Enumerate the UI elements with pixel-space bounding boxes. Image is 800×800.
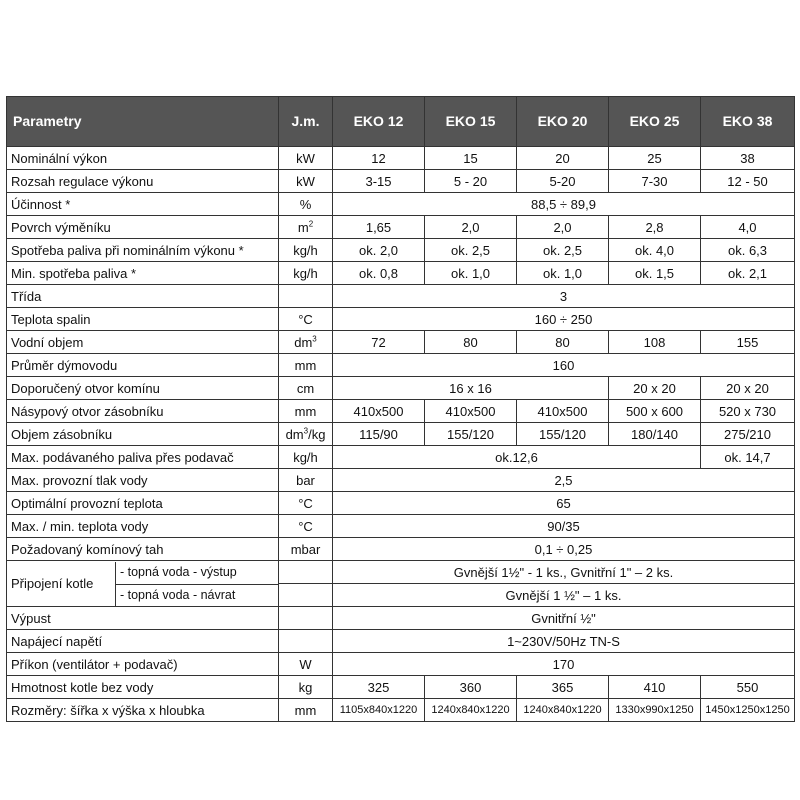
cell-value: 20 x 20 xyxy=(609,377,701,400)
table-row xyxy=(7,239,795,262)
cell-value-span: 0,1 ÷ 0,25 xyxy=(333,538,795,561)
unit-sup: 3 xyxy=(312,334,317,344)
cell-value-span: 160 ÷ 250 xyxy=(333,308,795,331)
row-name: Násypový otvor zásobníku xyxy=(7,400,279,423)
cell-value-span: 65 xyxy=(333,492,795,515)
unit-base: m xyxy=(297,219,309,235)
table-row xyxy=(7,193,795,216)
row-unit: mm xyxy=(279,354,333,377)
row-name: Vodní objem xyxy=(7,331,279,354)
row-name: Hmotnost kotle bez vody xyxy=(7,676,279,699)
row-name: Max. provozní tlak vody xyxy=(7,469,279,492)
cell-value: ok. 0,8 xyxy=(333,262,425,285)
row-name: Rozměry: šířka x výška x hloubka xyxy=(7,699,279,722)
row-name: Požadovaný komínový tah xyxy=(7,538,279,561)
cell-value: 80 xyxy=(517,331,609,354)
unit-base: dm xyxy=(294,334,313,350)
cell-value: 4,0 xyxy=(701,216,795,239)
row-name: Objem zásobníku xyxy=(7,423,279,446)
table-row xyxy=(7,308,795,331)
table-row xyxy=(7,262,795,285)
cell-value: 25 xyxy=(609,147,701,170)
table-row xyxy=(7,492,795,515)
row-name: Připojení kotle xyxy=(7,562,116,606)
row-unit: kg/h xyxy=(279,446,333,469)
cell-value: 72 xyxy=(333,331,425,354)
table-row xyxy=(7,216,795,239)
row-name: Teplota spalin xyxy=(7,308,279,331)
cell-value: 410x500 xyxy=(333,400,425,423)
unit-sup: 2 xyxy=(308,219,314,229)
header-model-4: EKO 25 xyxy=(609,97,701,147)
cell-value-span: Gvnější 1 ½" – 1 ks. xyxy=(333,584,795,607)
cell-value: 520 x 730 xyxy=(701,400,795,423)
cell-value: 2,0 xyxy=(425,216,517,239)
row-unit: mbar xyxy=(279,538,333,561)
cell-value-span: 1~230V/50Hz TN-S xyxy=(333,630,795,653)
cell-value: 1105x840x1220 xyxy=(333,699,425,722)
cell-value: 20 xyxy=(517,147,609,170)
cell-value-span: 170 xyxy=(333,653,795,676)
cell-value-span: 3 xyxy=(333,285,795,308)
row-unit: bar xyxy=(279,469,333,492)
cell-value: 275/210 xyxy=(701,423,795,446)
cell-value: 5-20 xyxy=(517,170,609,193)
cell-value: ok. 6,3 xyxy=(701,239,795,262)
table-row xyxy=(7,170,795,193)
row-unit: kW xyxy=(279,170,333,193)
cell-value-span: Gvnější 1½" - 1 ks., Gvnitřní 1" – 2 ks. xyxy=(333,561,795,584)
row-unit xyxy=(279,630,333,653)
cell-value: 2,0 xyxy=(517,216,609,239)
table-row xyxy=(7,469,795,492)
table-row xyxy=(7,377,795,400)
row-name: Nominální výkon xyxy=(7,147,279,170)
row-name: Výpust xyxy=(7,607,279,630)
cell-value: 155/120 xyxy=(517,423,609,446)
row-name: Příkon (ventilátor + podavač) xyxy=(7,653,279,676)
cell-value: ok. 1,0 xyxy=(517,262,609,285)
cell-value: 410 xyxy=(609,676,701,699)
cell-value: 410x500 xyxy=(517,400,609,423)
table-row xyxy=(7,400,795,423)
cell-value: 12 - 50 xyxy=(701,170,795,193)
cell-value: 3-15 xyxy=(333,170,425,193)
cell-value: 365 xyxy=(517,676,609,699)
header-unit: J.m. xyxy=(279,97,333,147)
row-unit: °C xyxy=(279,515,333,538)
cell-value: 360 xyxy=(425,676,517,699)
cell-value: 180/140 xyxy=(609,423,701,446)
cell-value: 20 x 20 xyxy=(701,377,795,400)
cell-value: ok. 2,5 xyxy=(425,239,517,262)
row-unit: W xyxy=(279,653,333,676)
connection-cell xyxy=(7,561,279,607)
cell-value: ok. 2,1 xyxy=(701,262,795,285)
cell-value: 1240x840x1220 xyxy=(517,699,609,722)
row-unit: kg xyxy=(279,676,333,699)
cell-value: 1,65 xyxy=(333,216,425,239)
sub-row-name: - topná voda - výstup xyxy=(116,562,278,585)
row-unit xyxy=(279,423,333,446)
row-unit: kg/h xyxy=(279,262,333,285)
unit-base: dm xyxy=(285,426,304,442)
table-row xyxy=(7,699,795,722)
header-model-1: EKO 12 xyxy=(333,97,425,147)
header-model-5: EKO 38 xyxy=(701,97,795,147)
cell-value-span: 90/35 xyxy=(333,515,795,538)
table-row xyxy=(7,630,795,653)
cell-value: 80 xyxy=(425,331,517,354)
header-model-3: EKO 20 xyxy=(517,97,609,147)
table-row xyxy=(7,423,795,446)
table-row xyxy=(7,285,795,308)
row-unit xyxy=(279,216,333,239)
row-name: Účinnost * xyxy=(7,193,279,216)
cell-value: 12 xyxy=(333,147,425,170)
table-row xyxy=(7,446,795,469)
cell-value: 1450x1250x1250 xyxy=(701,699,795,722)
cell-value: 155 xyxy=(701,331,795,354)
row-name: Třída xyxy=(7,285,279,308)
cell-value: ok. 14,7 xyxy=(701,446,795,469)
row-unit xyxy=(279,285,333,308)
row-unit: cm xyxy=(279,377,333,400)
cell-value: 115/90 xyxy=(333,423,425,446)
row-unit xyxy=(279,607,333,630)
row-unit: °C xyxy=(279,308,333,331)
cell-value: ok. 2,5 xyxy=(517,239,609,262)
table-row xyxy=(7,515,795,538)
cell-value: 108 xyxy=(609,331,701,354)
cell-value: 325 xyxy=(333,676,425,699)
cell-value: 155/120 xyxy=(425,423,517,446)
cell-value: 2,8 xyxy=(609,216,701,239)
table-row xyxy=(7,538,795,561)
table-row xyxy=(7,331,795,354)
row-unit xyxy=(279,561,333,584)
cell-value: 7-30 xyxy=(609,170,701,193)
table-row xyxy=(7,653,795,676)
cell-value: 1330x990x1250 xyxy=(609,699,701,722)
row-name: Rozsah regulace výkonu xyxy=(7,170,279,193)
cell-value: 550 xyxy=(701,676,795,699)
cell-value: 38 xyxy=(701,147,795,170)
row-name: Povrch výměníku xyxy=(7,216,279,239)
cell-value: ok. 1,0 xyxy=(425,262,517,285)
cell-value: ok. 4,0 xyxy=(609,239,701,262)
cell-value: 1240x840x1220 xyxy=(425,699,517,722)
cell-value-span: ok.12,6 xyxy=(333,446,701,469)
row-unit: kg/h xyxy=(279,239,333,262)
cell-value: 410x500 xyxy=(425,400,517,423)
row-unit: °C xyxy=(279,492,333,515)
header-row xyxy=(7,97,795,147)
cell-value-span: Gvnitřní ½" xyxy=(333,607,795,630)
cell-value-span: 160 xyxy=(333,354,795,377)
cell-value: 15 xyxy=(425,147,517,170)
parameters-table xyxy=(6,96,795,722)
cell-value: ok. 2,0 xyxy=(333,239,425,262)
cell-value: 5 - 20 xyxy=(425,170,517,193)
unit-tail: /kg xyxy=(308,426,326,442)
row-unit: kW xyxy=(279,147,333,170)
row-name: Napájecí napětí xyxy=(7,630,279,653)
sub-row-name: - topná voda - návrat xyxy=(120,587,236,602)
row-name: Optimální provozní teplota xyxy=(7,492,279,515)
cell-value: ok. 1,5 xyxy=(609,262,701,285)
row-unit: mm xyxy=(279,400,333,423)
cell-value-span: 16 x 16 xyxy=(333,377,609,400)
header-param: Parametry xyxy=(7,97,279,147)
row-name: Spotřeba paliva při nominálním výkonu * xyxy=(7,239,279,262)
unit-sup: 3 xyxy=(303,426,309,436)
cell-value: 500 x 600 xyxy=(609,400,701,423)
row-unit xyxy=(279,584,333,607)
row-name: Doporučený otvor komínu xyxy=(7,377,279,400)
table-row xyxy=(7,676,795,699)
table-row xyxy=(7,147,795,170)
row-name: Průměr dýmovodu xyxy=(7,354,279,377)
row-name: Max. podávaného paliva přes podavač xyxy=(7,446,279,469)
row-unit xyxy=(279,331,333,354)
cell-value-span: 2,5 xyxy=(333,469,795,492)
cell-value-span: 88,5 ÷ 89,9 xyxy=(333,193,795,216)
table-row xyxy=(7,354,795,377)
table-row xyxy=(7,607,795,630)
table-row xyxy=(7,561,795,584)
row-unit: mm xyxy=(279,699,333,722)
header-model-2: EKO 15 xyxy=(425,97,517,147)
row-name: Min. spotřeba paliva * xyxy=(7,262,279,285)
row-name: Max. / min. teplota vody xyxy=(7,515,279,538)
row-unit: % xyxy=(279,193,333,216)
